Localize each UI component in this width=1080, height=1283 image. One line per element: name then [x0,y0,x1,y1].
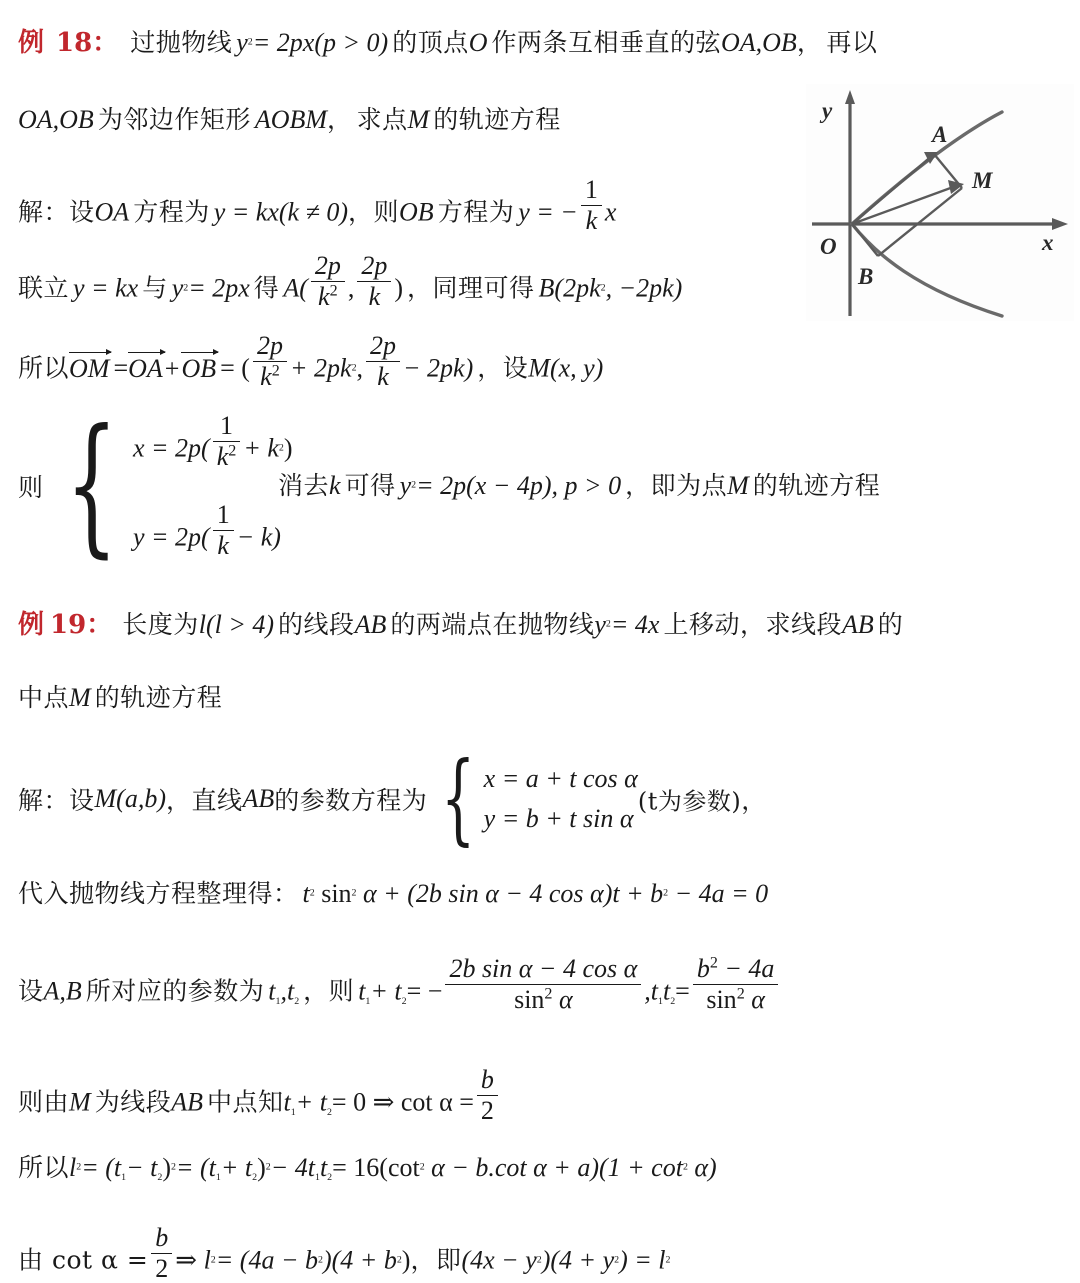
p18-rect: AOBM [254,105,328,134]
example-18-solution-line-4 [18,398,293,573]
example-18-result [278,466,880,502]
s19-l6-comma: ，即 [410,1245,462,1275]
s18-l3-t1: + 2pk [289,353,352,383]
p19-seg-AB: AB [354,610,387,639]
s19-l5-close2: ) [257,1153,266,1182]
s18-system-row-y [133,501,293,560]
p19-text-4: 上移动，求线段 [663,610,842,639]
s19-l1-comma: ， [741,786,767,816]
s18-l3-vector-OM [69,352,109,384]
example-19-colon: ： [86,610,113,640]
s19-system-rows [484,764,638,834]
s18-l4-r2-f-num: 1 [213,501,234,531]
s19-l6-l-sup: 2 [210,1254,216,1266]
s18-equation-system [44,398,293,573]
s19-l2-tail: − 4a = 0 [668,879,769,908]
s18-l2-f1-den [311,282,345,311]
example-19-label: 例 [18,610,45,640]
s19-l5-t2: t [319,1153,328,1182]
p18-point-M: M [407,105,430,134]
s19-l6-fraction [151,1224,172,1283]
p19-text-2: 的线段 [278,610,355,639]
s19-l5-l: l [69,1153,77,1182]
s19-l2-t: t [302,879,310,908]
s19-l3-prod-sb1: 1 [658,995,663,1007]
s19-l3-t1: t [268,976,276,1006]
s19-l5-cot-sup: 2 [419,1161,425,1173]
s19-l3-c: ，则 [303,976,355,1006]
example-18-solution-line-3 [18,332,603,391]
vector-arrow-icon [181,352,218,354]
s19-l3-fraction-2 [693,955,779,1014]
s18-l1-eq: y = kx(k ≠ 0) [213,197,348,227]
s18-l3-plus: + [164,353,180,383]
s19-l6-c: = (4a − b [215,1245,318,1275]
segment-OB [852,224,878,256]
s18-l3-comma: , [356,353,364,383]
s18-l3-M: M(x, y) [528,353,604,383]
s19-l5-close2-sup: 2 [265,1161,271,1173]
s18-l2-fraction-1 [311,252,345,311]
s18-l2-A-mid: , [347,273,355,303]
s18-l4-r1-rhs-sup: 2 [278,442,284,454]
s19-l5-eq2: = (t [175,1153,216,1182]
example-19-solution-line-6 [18,1224,670,1283]
s18-l1-fraction [581,176,602,235]
s19-l6-l-sup2: 2 [665,1254,671,1266]
s18-l4-r2-rhs: − k) [236,522,281,552]
figure-label-y: y [822,98,833,123]
s19-l3-sum-plus: + t [370,976,402,1006]
s19-l4-plus: + t [295,1087,327,1117]
s19-l4-sb2: 2 [326,1106,332,1118]
s19-l5-plus: + t [220,1153,253,1182]
s18-l4-ze: 则 [18,473,44,503]
s18-l2-A-close: ) [394,273,404,303]
s19-l5-close1: ) [162,1153,171,1182]
example-19-number: 19 [50,610,87,640]
s18-l2-B: B(2pk [538,273,601,303]
s19-l4-f-num: b [477,1066,498,1096]
s18-l2-f2-num: 2p [357,252,391,282]
s18-l4-mid-b: 可得 [344,471,396,500]
s18-l4-r2-f-den: k [217,531,229,561]
p18-text-5: 为邻边作矩形 [97,105,251,134]
s19-l6-f: (4x − y [461,1245,537,1275]
s18-l3-f2-num: 2p [366,332,400,362]
s19-l3-f2-num-base: b [696,954,710,983]
s19-l3-f1-num: 2b sin α − 4 cos α [445,955,641,985]
s18-l3-f1-den [253,362,287,391]
s19-l3-f2-den-sup: 2 [736,985,745,1003]
s19-l6-d: )(4 + b [322,1245,397,1275]
s19-l2-b-sup: 2 [663,887,669,899]
s19-l3-prod-sb2: 2 [670,995,676,1007]
p18-comma-1: ， [796,28,823,57]
example-18-solution-line-2 [18,252,682,311]
s19-l2-t-sup: 2 [309,887,315,899]
s18-l3-t1-sup: 2 [351,362,357,374]
example-18-solution-line-1 [18,176,616,235]
s19-l3-prod-eq: = [675,976,690,1006]
s18-l1-eq2-lhs: y = − [518,197,578,227]
s18-l2-eq2-sup: 2 [183,282,189,294]
left-brace-icon: { [441,742,476,856]
s19-l6-y-sup2: 2 [614,1254,620,1266]
s18-l4-r2-lhs: y = 2p( [132,522,210,552]
s19-l3-t2-sb: 2 [294,995,300,1007]
s19-l2-sin: sin [314,879,352,908]
s19-l3-sum-lhs: t [358,976,366,1006]
s18-l4-r2-fraction [213,501,234,560]
s18-l1-c: ，则 [348,197,400,227]
s18-l1-eq2-tail: x [604,197,617,227]
example-19-solution-line-3 [18,955,781,1014]
s18-l3-f1-num: 2p [253,332,287,362]
s19-l1-b: ，直线 [166,786,243,816]
p19-eq-y: y [594,610,606,639]
p19-text-5: 的 [877,610,904,639]
s19-l5-minus4: − 4t [270,1153,315,1182]
y-axis-arrow-icon [845,90,855,104]
p19-text-3: 的两端点在抛物线 [390,610,595,639]
s18-l2-f1-num: 2p [311,252,345,282]
p18-eq-rest: = 2px(p > 0) [252,28,389,57]
s18-l3-eq2: = ( [220,353,250,383]
s19-l2-alpha: α + (2b sin α − 4 cos α)t + b [356,879,664,908]
s18-l3-vector-OA [128,352,163,384]
s19-l3-fraction-1 [445,955,641,1014]
s18-l1-b: 方程为 [133,197,210,227]
s19-l3-t2: ,t [280,976,295,1006]
s19-l4-sb1: 1 [290,1106,296,1118]
s18-l2-f1-den-sup: 2 [329,282,338,300]
s19-l4-M: M [69,1087,91,1117]
s19-l5-close1-sup: 2 [171,1161,176,1173]
p18-chords: OA,OB [721,28,797,57]
s18-l1-OA: OA [94,197,130,227]
p18-text-2: 的顶点 [392,28,469,57]
s19-l1-AB: AB [242,784,275,814]
s19-l5-a: 所以 [18,1153,70,1182]
figure-label-x: x [1042,230,1054,255]
s19-l6-a: 由 cot α = [18,1245,149,1275]
s19-l3-f2-den [693,985,779,1014]
s19-l4-fraction [477,1066,498,1125]
s18-l2-eq1: y = kx [73,273,139,303]
s18-l3-a: 所以 [18,353,70,383]
s18-l3-f2-den: k [377,362,389,392]
s19-l4-f-den: 2 [480,1096,494,1126]
figure-label-A: A [932,122,948,147]
figure-label-M: M [972,168,993,193]
figure-label-B: B [858,264,874,289]
s19-l5-tail: α − b.cot α + a)(1 + cot [424,1153,683,1182]
s18-l4-res-rest: = 2p(x − 4p), p > 0 [416,471,622,500]
s18-l4-r1-f-num: 1 [213,412,241,442]
s18-l4-r1-f-den [213,442,241,471]
s19-l6-b: ⇒ l [175,1245,211,1275]
s19-l5-tail2: α) [687,1153,717,1182]
example-18-number: 18 [56,28,93,58]
p19-seg-AB-2: AB [841,610,874,639]
example-18-colon: ： [92,28,119,58]
s19-l5-eq3: = 16(cot [332,1153,420,1182]
s19-l5-sb4: 2 [252,1172,258,1184]
s19-l3-sum-sb1: 1 [365,995,371,1007]
s18-l3-f1-den-sup: 2 [271,362,280,380]
s19-l3-f1-den-base: sin [514,985,545,1015]
s18-l2-A: A( [283,273,308,303]
s19-l5-sb1: 1 [121,1172,127,1184]
s19-l3-prod-t: t [662,976,671,1006]
s19-l3-AB: A,B [43,976,82,1006]
s18-l3-OB: OB [181,353,217,383]
s18-l4-mid-M: M [727,471,749,500]
s19-l3-a: 设 [18,976,44,1006]
s19-l5-sb2: 2 [157,1172,163,1184]
vector-arrow-icon [128,352,165,354]
s18-l3-fraction-2 [366,332,400,391]
s19-l4-AB: AB [171,1087,203,1117]
s19-system-row-x: x = a + t cos α [483,764,638,794]
s18-l4-r1-rhs: + k [243,433,279,463]
s19-l3-f2-den-tail: α [744,985,765,1015]
s19-l4-t1: t [283,1087,291,1117]
s19-l6-e: ) [401,1245,411,1275]
p19-text-6: 中点 [18,683,70,712]
s18-l1-a: 解：设 [18,197,95,227]
s19-l3-f1-den [445,985,641,1014]
s19-l6-b-sup2: 2 [396,1254,402,1266]
s19-l6-b-sup: 2 [318,1254,323,1266]
p18-comma-2: ， [327,105,353,134]
s19-l6-g: )(4 + y [541,1245,615,1275]
s18-l4-r1-lhs: x = 2p( [132,433,210,463]
p18-text-3: 作两条互相垂直的弦 [491,28,721,57]
s18-l2-c: 得 [253,273,280,303]
example-19-solution-line-4 [18,1066,501,1125]
s18-l2-b: 与 [142,273,168,303]
s18-l4-mid-a: 消去 [278,471,330,500]
s18-l4-r1-fraction [213,412,241,471]
s19-l5-sb5: 1 [314,1172,320,1184]
s19-l3-t1-sb: 1 [275,995,281,1007]
s18-l4-res-y: y [399,471,412,500]
vector-arrow-icon [69,352,111,354]
s19-l1-M: M(a,b) [94,784,166,814]
s18-l2-eq2-y: y [171,273,184,303]
s19-l4-c: 中点知 [206,1087,284,1117]
p19-len: l(l > 4) [198,610,275,639]
example-19-problem-line-1 [18,604,903,641]
s18-system-row-x [133,412,293,501]
s18-l4-mid-k: k [329,471,341,500]
example-18-problem-line-1 [18,22,877,59]
s19-l3-f2-num-sup: 2 [709,954,718,972]
p19-text-7: 的轨迹方程 [94,683,223,712]
s19-l3-f2-num-tail: − 4a [717,954,775,983]
s18-l3-t2: − 2pk) [403,353,474,383]
s18-l2-d: ，同理可得 [407,273,535,303]
s19-l1-paren: (t为参数) [637,787,742,816]
s19-l3-f1-den-sup: 2 [544,985,553,1003]
s18-l2-B-sup: 2 [600,282,606,294]
s19-l3-f1-den-tail: α [552,985,573,1015]
x-axis-arrow-icon [1052,218,1068,230]
s19-l2-a: 代入抛物线方程整理得： [18,879,299,908]
s18-l2-f2-den: k [368,282,381,312]
parabola-rectangle-figure [806,84,1074,321]
s18-l4-r1-f-den-sup: 2 [228,442,237,460]
s18-l4-mid-c: ，即为点 [625,471,728,500]
p19-point-M: M [69,683,91,712]
example-19-solution-line-5 [18,1148,717,1184]
s18-l1-frac-den: k [585,206,598,236]
s19-l6-f-den: 2 [155,1254,169,1283]
s18-l2-B-rest: , −2pk) [605,273,683,303]
s18-l3-f1-den-base: k [260,362,272,392]
s19-l3-f2-num [693,955,779,985]
p18-eq-sup: 2 [247,36,253,48]
s18-l1-d: 方程为 [437,197,515,227]
s18-l4-r1-close: ) [283,433,293,463]
figure-svg [806,84,1074,321]
s19-l6-h: ) = l [619,1245,666,1275]
s19-l5-cot-sup2: 2 [682,1161,688,1173]
left-brace-icon: { [64,398,118,573]
s18-l3-eq: = [113,353,129,383]
s18-l1-frac-num: 1 [581,176,602,206]
s19-l5-sb6: 2 [327,1172,333,1184]
p19-eq-sup: 2 [605,618,611,630]
s18-l2-f1-den-base: k [318,282,330,312]
s19-l3-sum-eq: = − [406,976,443,1006]
s18-l1-OB: OB [399,197,434,227]
s18-l4-mid-d: 的轨迹方程 [752,471,881,500]
s19-parametric-system [427,742,638,856]
s19-l4-b: 为线段 [94,1087,172,1117]
s19-l6-f-num: b [151,1224,172,1254]
s18-l3-OA: OA [128,353,163,383]
example-18-problem-line-2 [18,100,561,136]
s18-l2-eq2-rest: = 2px [188,273,250,303]
p19-text-1: 长度为 [122,610,199,639]
figure-label-O: O [820,234,837,259]
s18-l4-res-sup: 2 [411,479,417,491]
s19-l3-sum-sb2: 2 [401,995,407,1007]
s19-l5-l-sup: 2 [76,1161,82,1173]
s19-l4-eq: = 0 ⇒ cot α = [331,1087,474,1117]
s19-l4-a: 则由 [18,1087,70,1117]
parabola-curve [852,112,1002,316]
s19-l2-sin-sup: 2 [351,887,357,899]
s19-l5-minus: − t [126,1153,158,1182]
s18-l4-r1-f-den-base: k [216,442,229,472]
s19-l6-y-sup: 2 [536,1254,542,1266]
p18-text-6: 求点 [356,105,408,134]
s18-l3-d: ，设 [477,353,529,383]
p18-text-1: 过抛物线 [130,28,233,57]
s19-l1-a: 解：设 [18,786,95,816]
p18-text-7: 的轨迹方程 [433,105,561,134]
p18-text-4: 再以 [826,28,878,57]
s19-l3-prod: ,t [644,976,659,1006]
s19-l1-c: 的参数方程为 [274,786,428,816]
s18-system-rows [133,412,293,560]
p18-chords-2: OA,OB [18,105,94,134]
example-19-solution-line-2 [18,874,768,910]
s18-l3-fraction-1 [253,332,287,391]
p19-eq-rest: = 4x [610,610,660,639]
s18-l3-OM: OM [69,353,110,383]
example-19-problem-line-2 [18,678,222,714]
s19-system-row-y: y = b + t sin α [483,804,634,834]
example-19-solution-line-1 [18,742,767,856]
s19-l3-f2-den-base: sin [706,985,737,1015]
p18-point-O: O [468,28,488,57]
s18-l3-vector-OB [181,352,216,384]
example-18-label: 例 [18,28,45,58]
s19-l5-eq1: = (t [81,1153,122,1182]
s19-l3-b: 所对应的参数为 [85,976,265,1006]
vector-OA-line [852,158,930,224]
p18-eq-y: y [236,28,248,57]
s18-l2-a: 联立 [18,273,70,303]
s19-l5-sb3: 1 [215,1172,221,1184]
s18-l2-fraction-2 [357,252,391,311]
